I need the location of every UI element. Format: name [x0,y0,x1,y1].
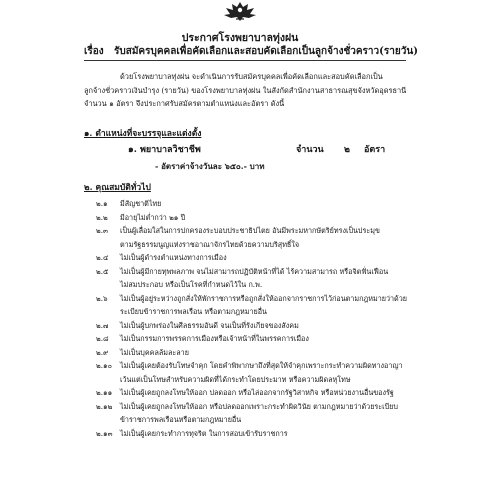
qualification-text: มีสัญชาติไทย [120,199,162,208]
garuda-emblem-icon [220,0,260,22]
qualification-text: ไม่เป็นผู้เคยกระทำการทุจริต ในการสอบเข้ารับราชการ [120,428,288,438]
qualification-text: ไม่เป็นผู้บกพร่องในศีลธรรมอันดี จนเป็นที่รังเกียจของสังคม [120,320,299,330]
qualification-item [96,211,426,225]
qualification-number: ๒.๓ [96,226,108,235]
qualification-item [96,400,426,427]
qualification-text: ระเบียบข้าราชการพลเรือน หรือตามกฎหมายอื่น [120,307,267,316]
qualification-item [96,197,426,211]
qualification-text: ไม่เป็นผู้ดำรงตำแหน่งทางการเมือง [120,253,227,262]
qualification-text: เป็นผู้เลื่อมใสในการปกครองระบอบประชาธิปไตย อันมีพระมหากษัตริย์ทรงเป็นประมุข [120,226,380,235]
intro-paragraph [84,70,414,111]
qualification-number: ๒.๒ [96,212,108,222]
qualification-item [96,359,426,386]
qualification-text: ไม่สมประกอบ หรือเป็นโรคที่กำหนดไว้ใน ก.พ. [120,280,263,289]
qualification-number: ๒.๔ [96,253,109,262]
position-count-value: ๒ [344,145,350,155]
qualification-text: ตามรัฐธรรมนูญแห่งราชอาณาจักรไทยด้วยความบริสุทธิ์ใจ [120,239,300,249]
qualification-number: ๒.๕ [96,266,109,276]
intro-line: ลูกจ้างชั่วคราวเงินบำรุง (รายวัน) ของโรงพยาบาลทุ่งฝน ในสังกัดสำนักงานสาธารณสุขจังหวัดอุดรธานี [84,85,407,95]
qualification-item [96,319,426,333]
qualification-number: ๒.๑๑ [96,388,113,397]
position-name: ๑. พยาบาลวิชาชีพ [128,145,201,155]
qualification-text: เว้นแต่เป็นโทษสำหรับความผิดที่ได้กระทำโดยประมาท หรือความผิดลหุโทษ [120,374,351,384]
qualification-text: ไม่เป็นผู้เคยถูกลงโทษให้ออก ปลดออก หรือไล่ออกจากรัฐวิสาหกิจ หรือหน่วยงานอื่นของรัฐ [120,388,394,397]
header-divider [84,60,406,61]
subject-label: เรื่อง [84,46,104,57]
qualification-item [96,224,426,251]
qualification-text: ข้าราชการพลเรือนหรือตามกฎหมายอื่น [120,415,242,424]
qualification-list [96,197,426,440]
position-count-label: จำนวน [296,145,324,155]
qualification-text: ไม่เป็นผู้เคยต้องรับโทษจำคุก โดยคำพิพากษาถึงที่สุดให้จำคุกเพราะกระทำความผิดทางอาญา [120,361,403,370]
qualification-item [96,332,426,346]
qualification-number: ๒.๖ [96,293,108,303]
qualification-text: มีอายุไม่ต่ำกว่า ๒๑ ปี [120,212,186,222]
qualification-number: ๒.๑ [96,199,108,208]
subject-text: รับสมัครบุคคลเพื่อคัดเลือกและสอบคัดเลือกเป็นลูกจ้างชั่วคราว(รายวัน) [114,46,418,57]
qualification-text: ไม่เป็นผู้เคยถูกลงโทษให้ออก หรือปลดออกเพราะกระทำผิดวินัย ตามกฎหมายว่าด้วยระเบียบ [120,401,398,411]
subject-line [84,44,418,59]
qualification-number: ๒.๙ [96,347,109,357]
qualification-item [96,251,426,265]
qualification-text: ไม่เป็นผู้อยู่ระหว่างถูกสั่งให้พักราชการหรือถูกสั่งให้ออกจากราชการไว้ก่อนตามกฎหมายว่าด้วย [120,293,407,303]
announcement-title: ประกาศโรงพยาบาลทุ่งฝน [181,32,299,44]
position-count-unit: อัตรา [364,145,386,155]
qualification-number: ๒.๑๒ [96,401,113,411]
qualification-number: ๒.๑๓ [96,428,113,438]
qualification-number: ๒.๗ [96,320,109,330]
qualification-text: ไม่เป็นบุคคลล้มละลาย [120,347,189,357]
intro-line: ด้วยโรงพยาบาลทุ่งฝน จะดำเนินการรับสมัครบุคคลเพื่อคัดเลือกและสอบคัดเลือกเป็น [120,72,383,81]
qualification-text: ไม่เป็นผู้มีกายทุพพลภาพ จนไม่สามารถปฏิบัติหน้าที่ได้ ไร้ความสามารถ หรือจิตฟั่นเฟือน [120,266,389,276]
qualification-number: ๒.๘ [96,334,109,343]
qualification-item [96,265,426,292]
qualification-item [96,346,426,360]
section-heading-qualifications: ๒. คุณสมบัติทั่วไป [84,183,151,193]
intro-line: จำนวน ๑ อัตรา จึงประกาศรับสมัครตามตำแหน่งและอัตรา ดังนี้ [84,99,285,108]
qualification-number: ๒.๑๐ [96,361,112,370]
qualification-item [96,292,426,319]
qualification-item [96,386,426,400]
wage-rate: - อัตราค่าจ้างวันละ ๖๕๐.- บาท [155,161,265,171]
section-heading-positions: ๑. ตำแหน่งที่จะบรรจุและแต่งตั้ง [84,129,202,139]
qualification-text: ไม่เป็นกรรมการพรรคการเมืองหรือเจ้าหน้าที่ในพรรคการเมือง [120,334,309,343]
qualification-item [96,427,426,441]
